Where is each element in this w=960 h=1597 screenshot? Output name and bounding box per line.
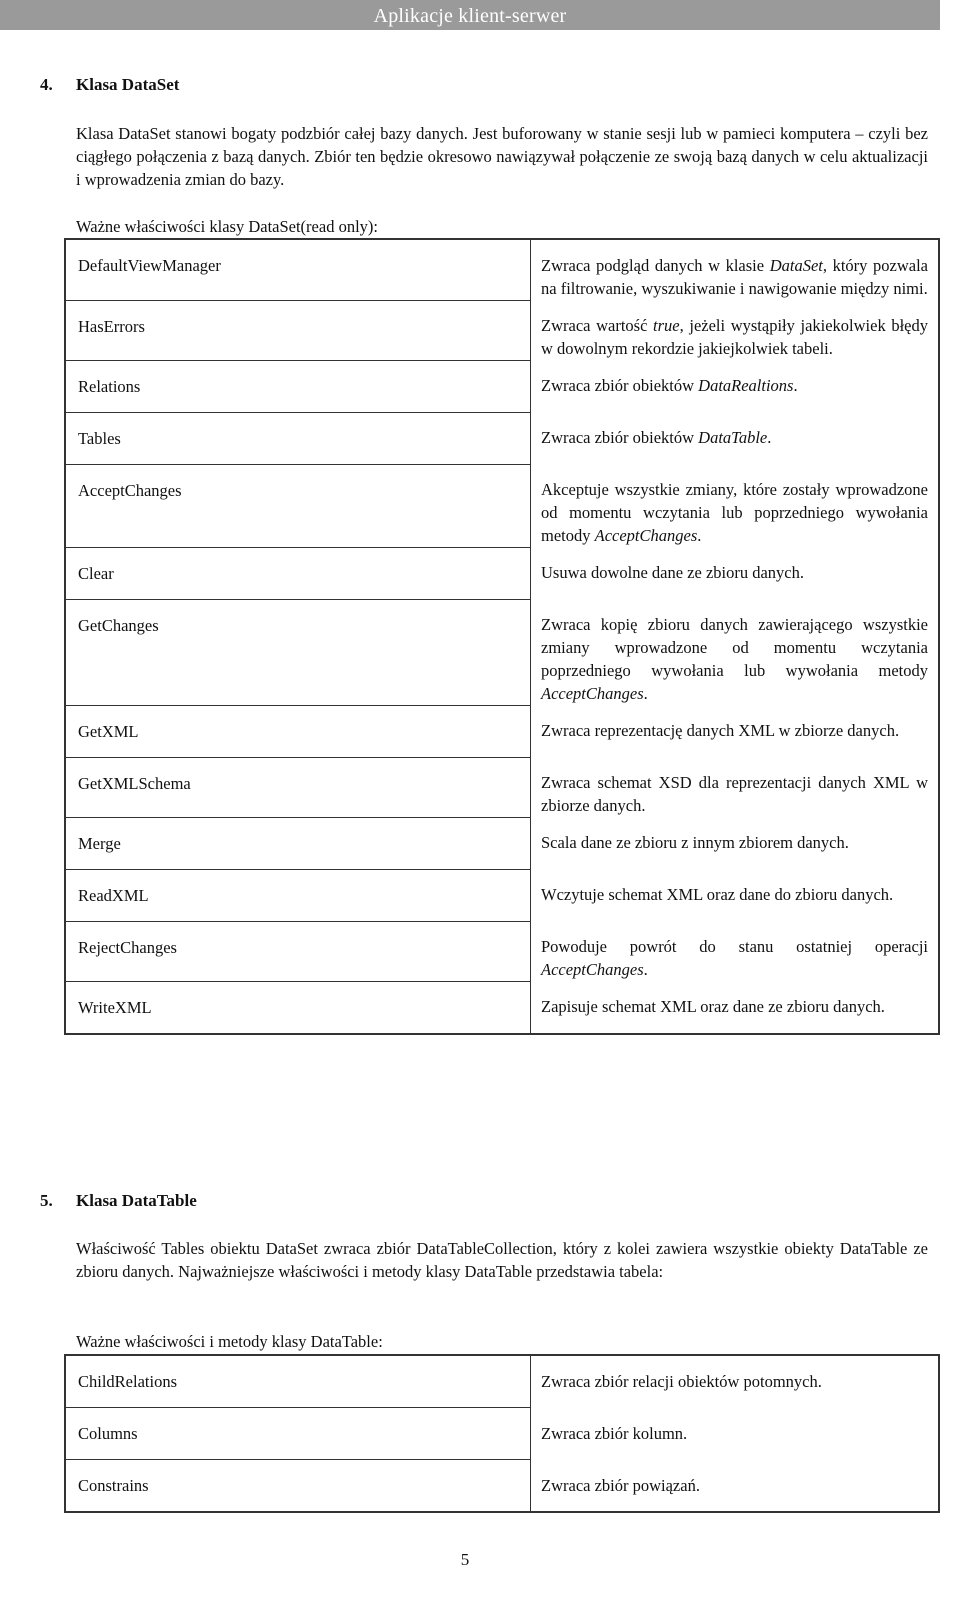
section-heading-dataset [40,73,179,96]
member-name: ChildRelations [78,1372,177,1391]
member-description-cell [531,464,940,547]
description-text: . [697,526,702,545]
description-text: Usuwa dowolne dane ze zbioru danych. [541,563,804,582]
description-text: Zwraca schemat XSD dla reprezentacji danych XML w zbiorze danych. [541,773,928,815]
section-heading-datatable [40,1189,197,1212]
page-header [0,0,940,30]
dataset-properties-table [64,238,940,1035]
table-row [65,869,939,921]
code-reference: AcceptChanges [541,960,644,979]
description-text: . [643,684,648,703]
table-row [65,464,939,547]
table-row [65,360,939,412]
description-text: , który pozwala na filtrowanie, wyszukiwanie i nawigowanie między nimi. [541,256,928,298]
member-name: Clear [78,563,114,583]
table-row [65,239,939,300]
member-description-cell [531,1355,940,1408]
member-description [541,721,899,740]
description-text: Akceptuje wszystkie zmiany, które zostały wprowadzone od momentu wczytania lub poprzedniego wywołania metody [541,480,928,545]
member-description [541,256,928,298]
member-name-cell [65,921,531,981]
description-text: Zapisuje schemat XML oraz dane ze zbioru danych. [541,997,885,1016]
member-name: WriteXML [78,997,152,1017]
description-text: Zwraca podgląd danych w klasie [541,256,770,275]
description-text: Wczytuje schemat XML oraz dane do zbioru danych. [541,885,894,904]
description-text: Zwraca zbiór relacji obiektów potomnych. [541,1372,822,1391]
member-description [541,833,849,852]
description-text: Zwraca zbiór kolumn. [541,1423,688,1443]
member-description [541,615,928,703]
member-description [541,773,928,815]
member-name: GetXMLSchema [78,773,191,793]
datatable-intro-paragraph: Właściwość Tables obiektu DataSet zwraca zbiór DataTableCollection, który z kolei zawiera wszystkie obiekty DataTable ze zbioru danych. Najważniejsze właściwości i metody klasy DataTable przedstawia tabela: [76,1239,928,1281]
page-number: 5 [460,1550,470,1569]
code-reference: DataTable [698,428,768,447]
member-name-cell [65,981,531,1034]
member-description-cell [531,1408,940,1460]
description-text: . [793,376,798,395]
member-description-cell [531,360,940,412]
member-description-cell [531,547,940,599]
member-name-cell [65,547,531,599]
datatable-properties-table [64,1354,940,1513]
member-name-cell [65,817,531,869]
table-row [65,412,939,464]
member-name-cell [65,360,531,412]
member-name-cell [65,757,531,817]
member-description [541,428,771,447]
member-name: ReadXML [78,885,149,905]
description-text: , jeżeli wystąpiły jakiekolwiek błędy w dowolnym rekordzie jakiejkolwiek tabeli. [541,316,928,358]
table-row [65,547,939,599]
member-description [541,316,928,358]
member-description-cell [531,757,940,817]
member-name-cell [65,464,531,547]
member-description [541,1372,822,1391]
code-reference: DataRealtions [698,376,794,395]
description-text: Zwraca kopię zbioru danych zawierającego wszystkie zmiany wprowadzone od momentu wczytania poprzedniego wywołania lub wywołania metody [541,615,928,680]
member-name-cell [65,239,531,300]
member-name-cell [65,1355,531,1408]
table-row [65,921,939,981]
description-text: Powoduje powrót do stanu ostatniej operacji [541,937,928,956]
dataset-intro-paragraph: Klasa DataSet stanowi bogaty podzbiór całej bazy danych. Jest buforowany w stanie sesji lub w pamieci komputera – czyli bez ciągłego połączenia z bazą danych. Zbiór ten będzie okresowo nawiązywał połączenie ze swoją bazą danych w celu aktualizacji i wprowadzenia zmian do bazy. [76,124,928,189]
member-name: DefaultViewManager [78,256,221,275]
member-description-cell [531,869,940,921]
member-name-cell [65,412,531,464]
header-title: Aplikacje klient-serwer [373,5,567,27]
member-name-cell [65,1460,531,1513]
member-name-cell [65,599,531,705]
member-name-cell [65,869,531,921]
member-description [541,997,885,1016]
description-text: Scala dane ze zbioru z innym zbiorem danych. [541,833,849,852]
code-reference: DataSet [769,256,823,275]
member-name: AcceptChanges [78,480,182,500]
member-description [541,480,928,545]
table-row [65,817,939,869]
member-name: HasErrors [78,316,145,336]
member-name: GetXML [78,721,139,741]
description-text: Zwraca zbiór obiektów [541,376,699,395]
member-name-cell [65,300,531,360]
member-description-cell [531,239,940,300]
table-row [65,1355,939,1408]
description-text: Zwraca zbiór obiektów [541,428,699,447]
table-row [65,705,939,757]
description-text: Zwraca wartość [541,316,654,335]
section-title: Klasa DataTable [76,1191,197,1210]
description-text: Zwraca zbiór powiązań. [541,1475,700,1495]
member-description-cell [531,412,940,464]
section-title: Klasa DataSet [76,75,180,94]
member-description [541,937,928,979]
member-description [541,1476,700,1495]
table-row [65,1408,939,1460]
table-row [65,1460,939,1513]
table-row [65,757,939,817]
member-description-cell [531,921,940,981]
datatable-table-caption: Ważne właściwości i metody klasy DataTable: [76,1332,383,1351]
section-number: 4. [40,75,53,94]
description-text: . [767,428,772,447]
member-name: Tables [78,428,121,448]
member-description [541,563,804,582]
member-name-cell [65,705,531,757]
table-row [65,599,939,705]
code-reference: AcceptChanges [541,684,644,703]
member-description-cell [531,599,940,705]
member-name: Relations [78,376,141,396]
member-description [541,1424,687,1443]
member-name: Columns [78,1424,138,1443]
code-reference: AcceptChanges [594,526,698,545]
code-reference: true [653,316,680,335]
section-number: 5. [40,1191,53,1210]
member-name: Merge [78,833,121,853]
member-description [541,885,893,904]
member-description-cell [531,981,940,1034]
member-description-cell [531,817,940,869]
member-description [541,376,798,395]
table-row [65,981,939,1034]
table-row [65,300,939,360]
dataset-table-caption: Ważne właściwości klasy DataSet(read only): [76,217,378,236]
member-description-cell [531,1460,940,1513]
description-text: Zwraca reprezentację danych XML w zbiorze danych. [541,721,900,740]
member-name: RejectChanges [78,937,177,957]
member-name: Constrains [78,1476,149,1495]
member-description-cell [531,705,940,757]
member-name: GetChanges [78,615,159,635]
member-name-cell [65,1408,531,1460]
description-text: . [643,960,648,979]
member-description-cell [531,300,940,360]
